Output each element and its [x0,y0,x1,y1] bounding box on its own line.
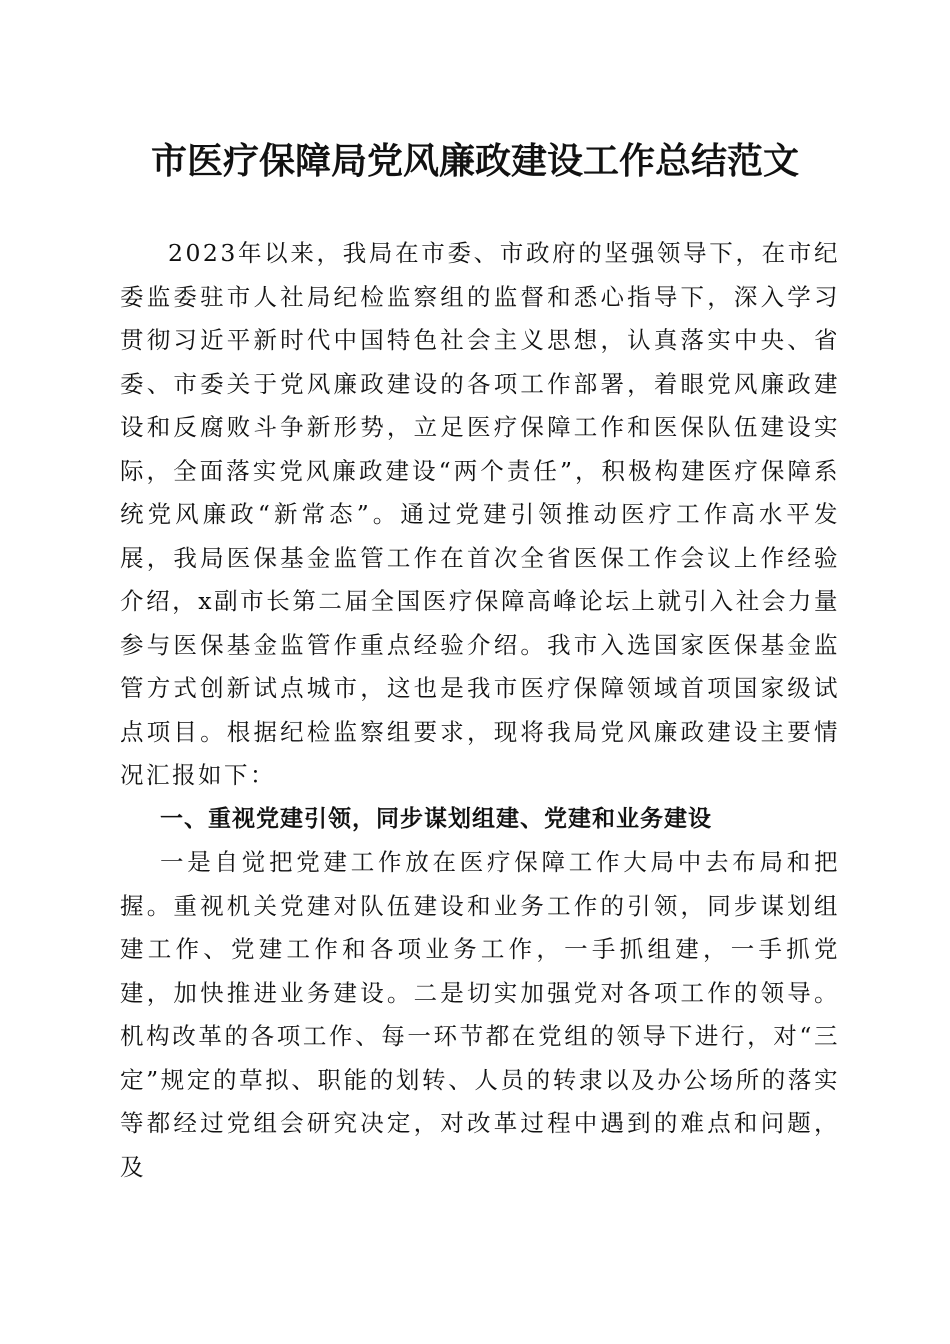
section-heading-1: 一、重视党建引领，同步谋划组建、党建和业务建设 [160,805,712,832]
document-title: 市医疗保障局党风廉政建设工作总结范文 [150,140,799,182]
intro-paragraph: 2023年以来，我局在市委、市政府的坚强领导下，在市纪委监委驻市人社局纪检监察组的监督和悉心指导下，深入学习贯彻习近平新时代中国特色社会主义思想，认真落实中央、省委、市委关于党风廉政建设的各项工作部署，着眼党风廉政建设和反腐败斗争新形势，立足医疗保障工作和医保队伍建设实际，全面落实党风廉政建设“两个责任”，积极构建医疗保障系统党风廉政“新常态”。通过党建引领推动医疗工作高水平发展，我局医保基金监管工作在首次全省医保工作会议上作经验介绍，x副市长第二届全国医疗保障高峰论坛上就引入社会力量参与医保基金监管作重点经验介绍。我市入选国家医保基金监管方式创新试点城市，这也是我市医疗保障领域首项国家级试点项目。根据纪检监察组要求，现将我局党风廉政建设主要情况汇报如下： [120,239,840,789]
section-1-paragraph: 一是自觉把党建工作放在医疗保障工作大局中去布局和把握。重视机关党建对队伍建设和业务工作的引领，同步谋划组建工作、党建工作和各项业务工作，一手抓组建，一手抓党建，加快推进业务建设。二是切实加强党对各项工作的领导。机构改革的各项工作、每一环节都在党组的领导下进行，对“三定”规定的草拟、职能的划转、人员的转隶以及办公场所的落实等都经过党组会研究决定，对改革过程中遇到的难点和问题，及 [120,848,840,1181]
document-body [120,232,840,1189]
